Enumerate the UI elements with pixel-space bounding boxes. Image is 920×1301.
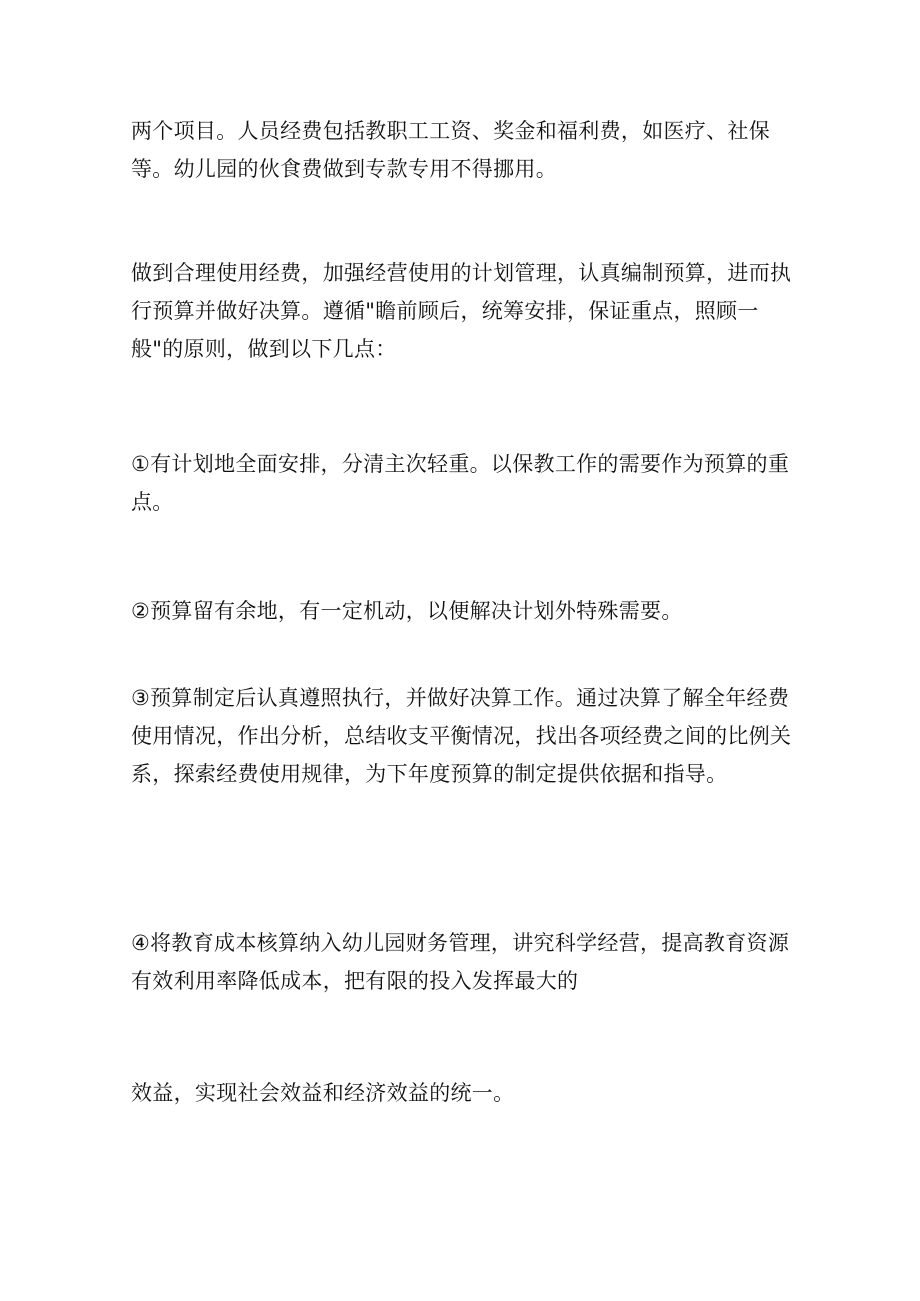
paragraph-point-1: ①有计划地全面安排，分清主次轻重。以保教工作的需要作为预算的重点。 [131,452,790,514]
paragraph-expense-items: 两个项目。人员经费包括教职工工资、奖金和福利费，如医疗、社保等。幼儿园的伙食费做到专款专用不得挪用。 [131,119,770,181]
paragraph-point-2: ②预算留有余地，有一定机动，以便解决计划外特殊需要。 [131,599,683,623]
paragraph-point-3: ③预算制定后认真遵照执行，并做好决算工作。通过决算了解全年经费使用情况，作出分析，总结收支平衡情况，找出各项经费之间的比例关系，探索经费使用规律，为下年度预算的制定提供依据和指导。 [131,686,792,786]
paragraph-budget-management: 做到合理使用经费，加强经营使用的计划管理，认真编制预算，进而执行预算并做好决算。遵循"瞻前顾后，统筹安排，保证重点，照顾一般"的原则，做到以下几点： [131,261,792,361]
paragraph-point-4-continued: 效益，实现社会效益和经济效益的统一。 [131,1081,515,1105]
paragraph-point-4: ④将教育成本核算纳入幼儿园财务管理，讲究科学经营，提高教育资源有效利用率降低成本，把有限的投入发挥最大的 [131,931,790,993]
